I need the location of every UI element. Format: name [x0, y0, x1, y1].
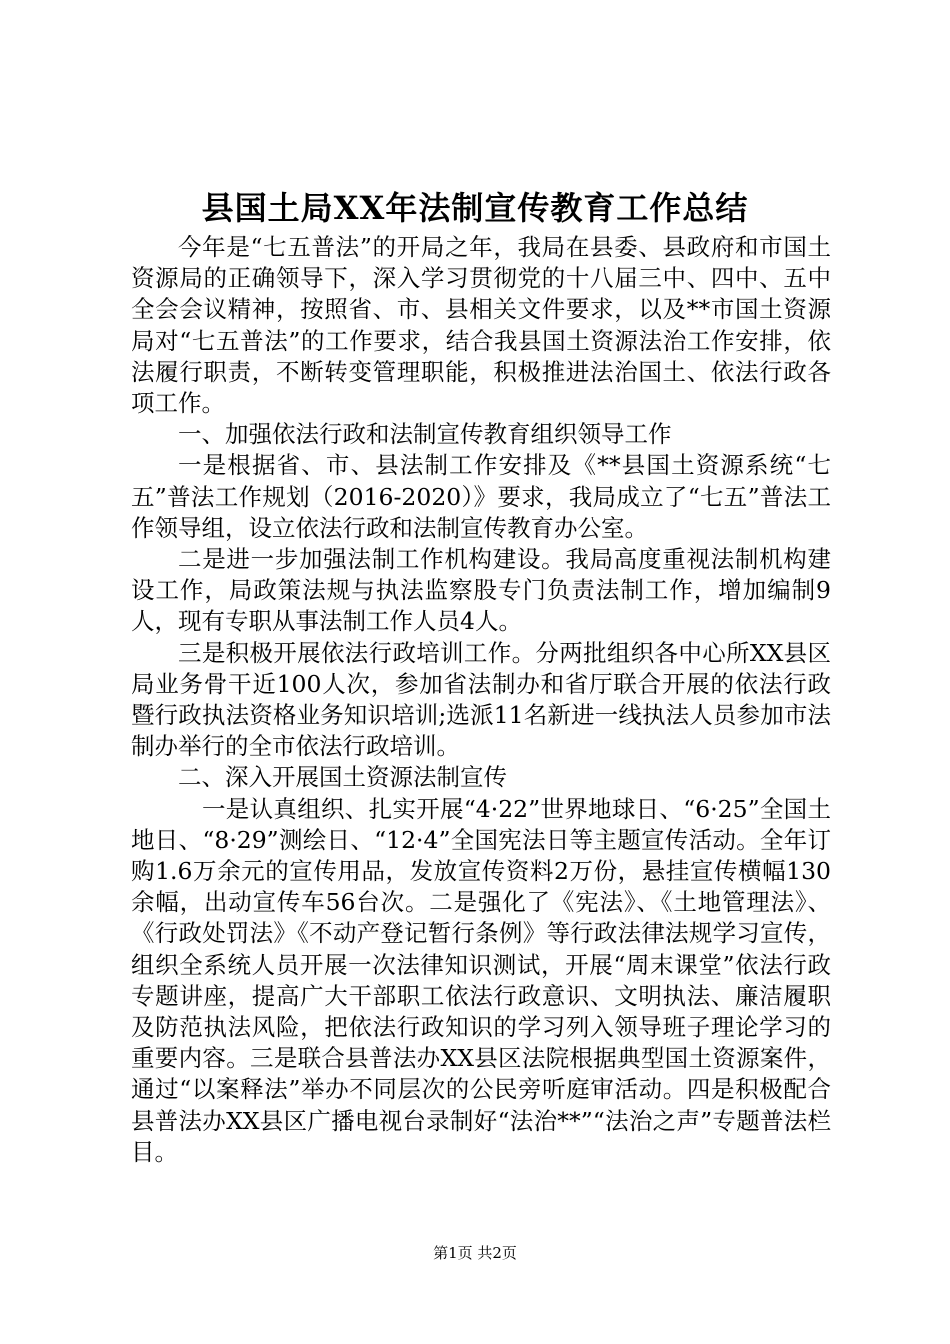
section-heading-1: 一、加强依法行政和法制宣传教育组织领导工作: [178, 420, 672, 449]
document-title: 县国土局XX年法制宣传教育工作总结: [201, 189, 749, 227]
page-footer: 第1页 共2页: [433, 1244, 517, 1262]
intro-paragraph: 今年是“七五普法”的开局之年，我局在县委、县政府和市国土资源局的正确领导下，深入学习贯彻党的十八届三中、四中、五中全会会议精神，按照省、市、县相关文件要求，以及**市国土资源局对“七五普法”的工作要求，结合我县国土资源法治工作安排，依法履行职责，不断转变管理职能，积极推进法治国土、依法行政各项工作。: [131, 233, 831, 418]
section-1-item-2: 二是进一步加强法制工作机构建设。我局高度重视法制机构建设工作，局政策法规与执法监察股专门负责法制工作，增加编制9人，现有专职从事法制工作人员4人。: [131, 545, 831, 636]
section-2-content: 一是认真组织、扎实开展“4·22”世界地球日、“6·25”全国土地日、“8·29”测绘日、“12·4”全国宪法日等主题宣传活动。全年订购1.6万余元的宣传用品，发放宣传资料2万份，悬挂宣传横幅130余幅，出动宣传车56台次。二是强化了《宪法》、《土地管理法》、《行政处罚法》《不动产登记暂行条例》等行政法律法规学习宣传，组织全系统人员开展一次法律知识测试，开展“周末课堂”依法行政专题讲座，提高广大干部职工依法行政意识、文明执法、廉洁履职及防范执法风险，把依法行政知识的学习列入领导班子理论学习的重要内容。三是联合县普法办XX县区法院根据典型国土资源案件，通过“以案释法”举办不同层次的公民旁听庭审活动。四是积极配合县普法办XX县区广播电视台录制好“法治**”“法治之声”专题普法栏目。: [131, 794, 831, 1166]
document-body: [131, 232, 831, 1168]
section-1-item-1: 一是根据省、市、县法制工作安排及《**县国土资源系统“七五”普法工作规划（2016-2020）》要求，我局成立了“七五”普法工作领导组，设立依法行政和法制宣传教育办公室。: [131, 451, 831, 542]
section-1-item-3: 三是积极开展依法行政培训工作。分两批组织各中心所XX县区局业务骨干近100人次，参加省法制办和省厅联合开展的依法行政暨行政执法资格业务知识培训;选派11名新进一线执法人员参加市法制办举行的全市依法行政培训。: [131, 638, 831, 761]
section-heading-2: 二、深入开展国土资源法制宣传: [178, 763, 507, 792]
